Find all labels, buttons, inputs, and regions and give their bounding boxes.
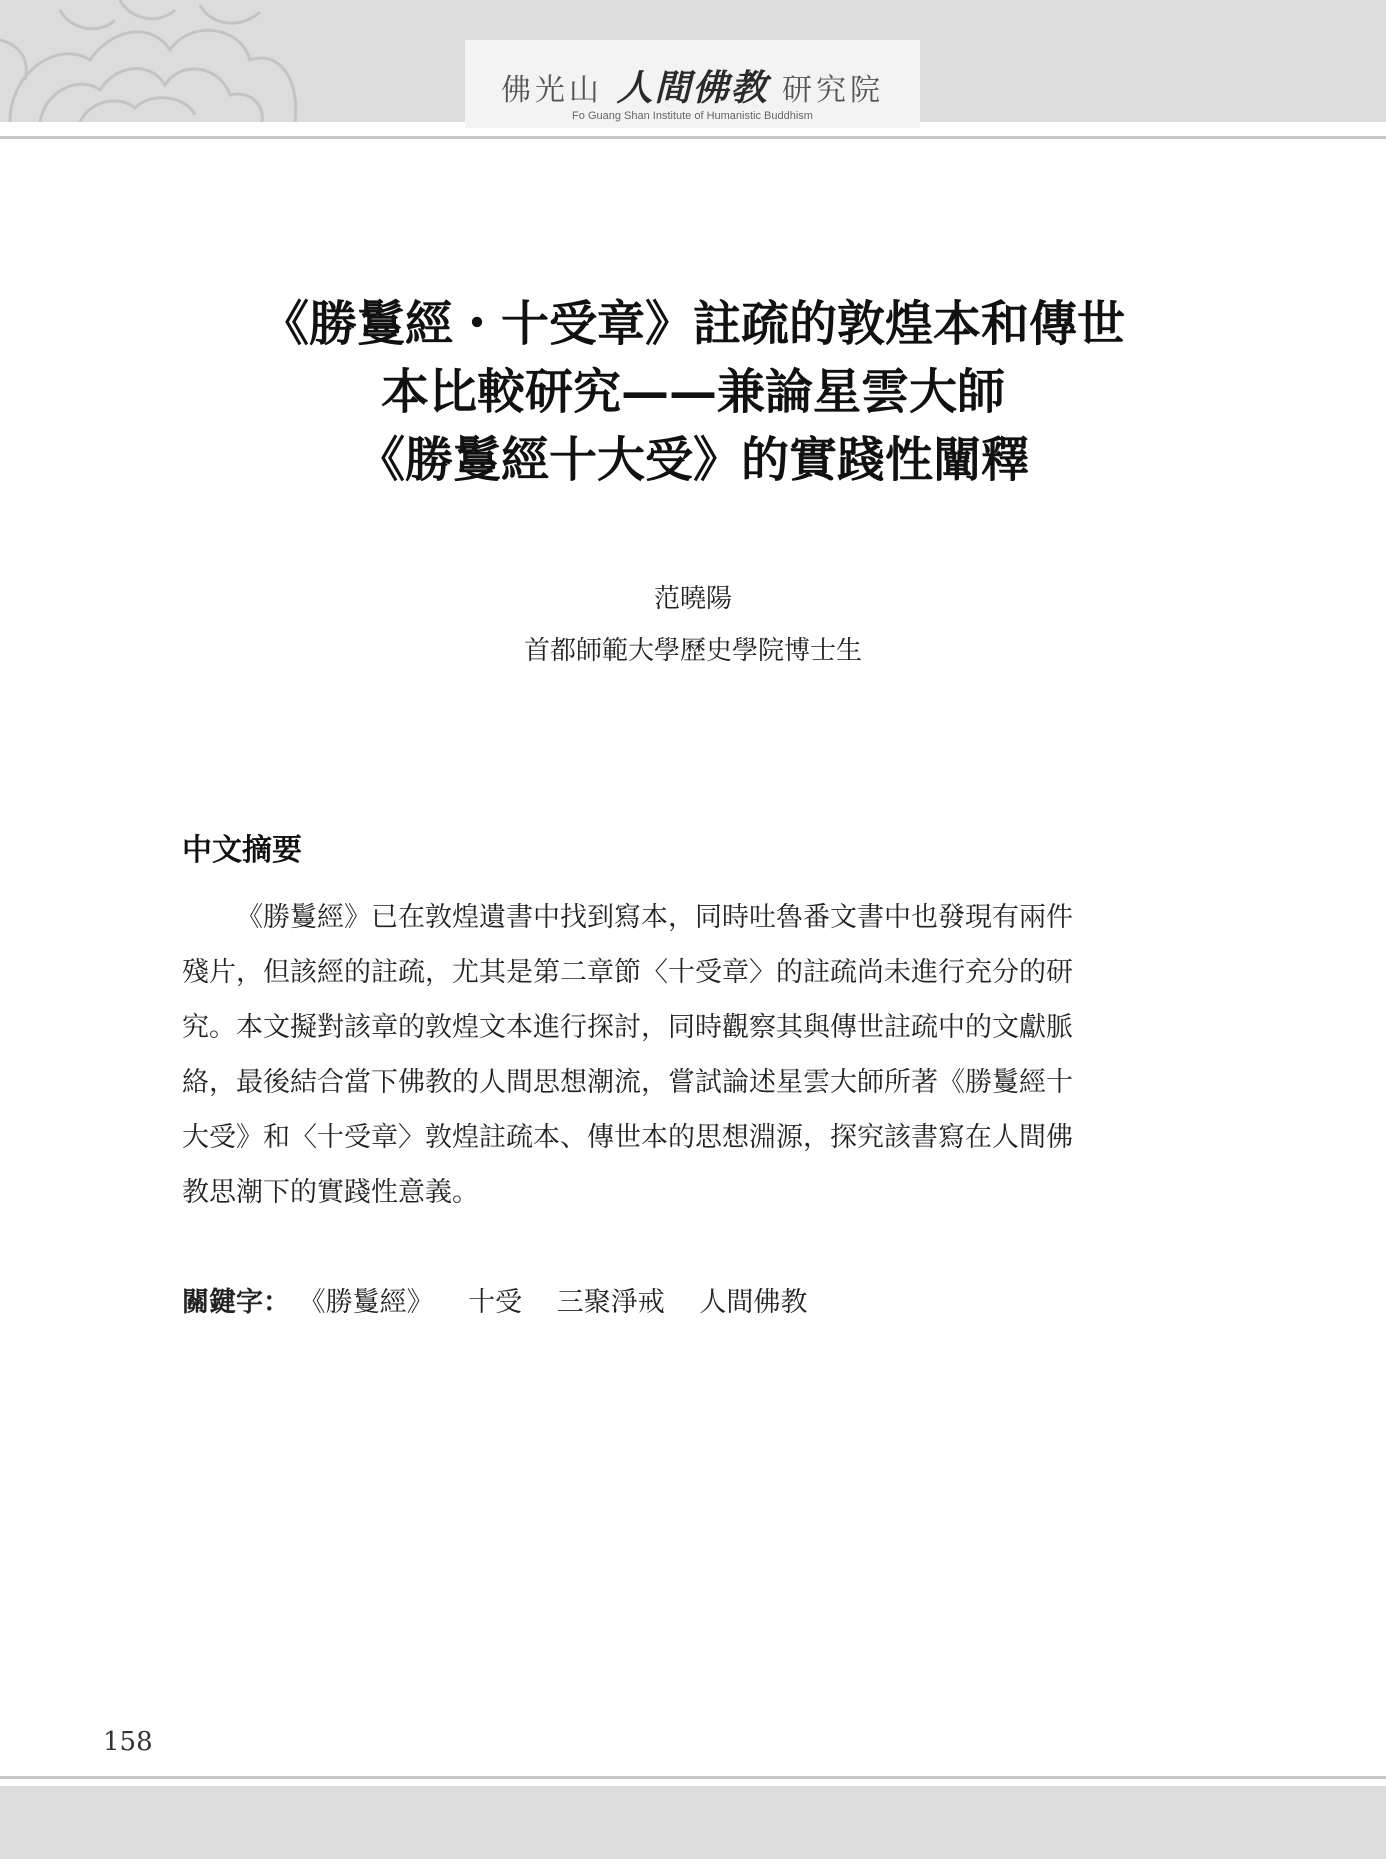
keyword: 三聚淨戒 bbox=[556, 1287, 665, 1318]
abstract-line: 教思潮下的實踐性意義。 bbox=[182, 1177, 479, 1208]
footer-divider bbox=[0, 1776, 1386, 1779]
abstract-line: 絡，最後結合當下佛教的人間思想潮流，嘗試論述星雲大師所著《勝鬘經十 bbox=[182, 1067, 1073, 1098]
lotus-ornament-icon bbox=[0, 0, 300, 122]
title-line: 《勝鬘經・十受章》註疏的敦煌本和傳世 bbox=[260, 296, 1125, 352]
logo-title bbox=[465, 60, 920, 111]
keywords-label: 關鍵字： bbox=[182, 1287, 290, 1318]
logo-subtitle: Fo Guang Shan Institute of Humanistic Buddhism bbox=[572, 110, 813, 122]
abstract-body bbox=[182, 890, 1206, 1220]
title-line: 本比較研究——兼論星雲大師 bbox=[380, 364, 1005, 420]
author-affiliation: 首都師範大學歷史學院博士生 bbox=[523, 636, 862, 666]
header-divider bbox=[0, 136, 1386, 139]
logo-suffix: 研究院 bbox=[782, 73, 885, 108]
keyword: 人間佛教 bbox=[699, 1287, 808, 1318]
page-number: 158 bbox=[103, 1727, 153, 1757]
abstract-heading: 中文摘要 bbox=[182, 833, 302, 868]
paper-title bbox=[130, 290, 1256, 494]
abstract-line: 大受》和〈十受章〉敦煌註疏本、傳世本的思想淵源，探究該書寫在人間佛 bbox=[182, 1122, 1073, 1153]
keyword: 《勝鬘經》 bbox=[298, 1287, 434, 1318]
keyword: 十受 bbox=[468, 1287, 523, 1318]
footer-band bbox=[0, 1786, 1386, 1859]
abstract-line: 《勝鬘經》已在敦煌遺書中找到寫本，同時吐魯番文書中也發現有兩件 bbox=[236, 902, 1073, 933]
author-name: 范曉陽 bbox=[653, 584, 732, 614]
abstract-line: 殘片，但該經的註疏，尤其是第二章節〈十受章〉的註疏尚未進行充分的研 bbox=[182, 957, 1073, 988]
institute-logo bbox=[465, 40, 920, 128]
keywords bbox=[182, 1280, 833, 1319]
header-band bbox=[0, 0, 1386, 122]
abstract-line: 究。本文擬對該章的敦煌文本進行探討，同時觀察其與傳世註疏中的文獻脈 bbox=[182, 1012, 1073, 1043]
logo-prefix: 佛光山 bbox=[500, 73, 603, 108]
title-line: 《勝鬘經十大受》的實踐性闡釋 bbox=[356, 432, 1029, 488]
logo-script: 人間佛教 bbox=[616, 67, 769, 109]
